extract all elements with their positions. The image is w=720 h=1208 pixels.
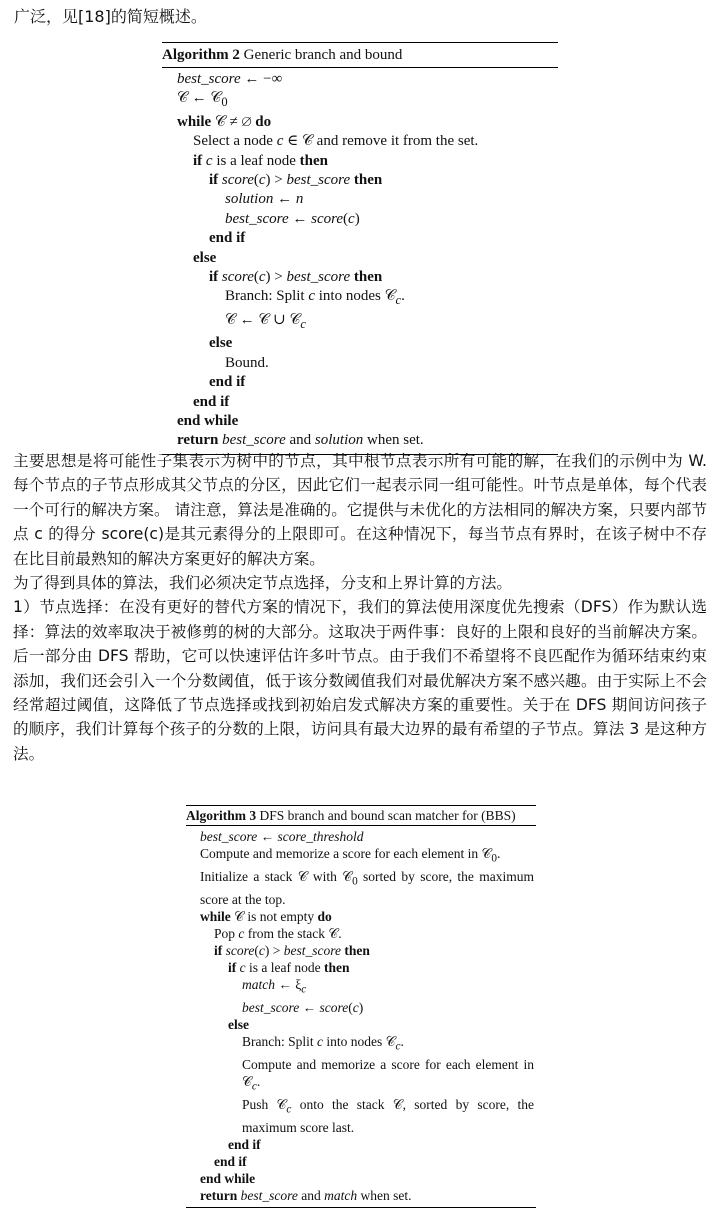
algorithm-3-body [186, 826, 536, 1208]
algorithm-2-line: end if [193, 393, 230, 410]
algorithm-3-line: if c is a leaf node then [228, 960, 350, 976]
algorithm-3-line: Initialize a stack 𝒞 with 𝒞$_0$ sorted by score, the maximum score at the top. [200, 868, 535, 907]
algorithm-2-line: end if [209, 230, 246, 247]
algorithm-2-line: if score(c) > best_score then [209, 269, 383, 286]
algorithm-2-line: if score(c) > best_score then [209, 172, 383, 189]
algorithm-3-box [186, 805, 536, 1208]
algorithm-2-line: Select a node c ∈ 𝒞 and remove it from the set. [193, 133, 479, 150]
algorithm-3-caption [186, 806, 536, 826]
algorithm-3-line: match ← $\xi_c$ [242, 977, 307, 996]
algorithm-2-line: else [209, 335, 233, 352]
algorithm-3-line: Compute and memorize a score for each element in 𝒞$_c$. [242, 1056, 534, 1093]
algorithm-2-line: solution ← n [225, 191, 304, 208]
paragraph-node-selection: 1）节点选择：在没有更好的替代方案的情况下，我们的算法使用深度优先搜索（DFS）作为默认选择：算法的效率取决于被修剪的树的大部分。这取决于两件事：良好的上限和良好的当前解决方案。后一部分由 DFS 帮助，它可以快速评估许多叶节点。由于我们不希望将不良匹配作为循环结束约束添加，我们还会引入一个分数阈值，低于该分数阈值我们对最优解决方案不感兴趣。由于实际上不会经常超过阈值，这降低了节点选择或找到初始启发式解决方案的重要性。关于在 DFS 期间访问孩子的顺序，我们计算每个孩子的分数的上限，访问具有最大边界的最有希望的子节点。算法 3 是这种方法。 [13, 598, 707, 763]
algorithm-2-box [162, 42, 558, 455]
algorithm-3-line: return best_score and match when set. [200, 1187, 412, 1203]
algorithm-2-line: return best_score and solution when set. [177, 432, 424, 449]
algorithm-2-line: while 𝒞 ≠ ∅ do [177, 113, 272, 130]
algorithm-2-number: Algorithm 2 [162, 47, 240, 63]
algorithm-2-line: Bound. [225, 354, 269, 371]
algorithm-3-line: Push 𝒞$_c$ onto the stack 𝒞, sorted by score, the maximum score last. [242, 1096, 535, 1135]
algorithm-3-title: DFS branch and bound scan matcher for (BBS) [259, 808, 516, 823]
algorithm-3-line: end if [228, 1136, 261, 1152]
algorithm-2-line: end while [177, 412, 239, 429]
algorithm-3-line: best_score ← score(c) [242, 999, 364, 1015]
algorithm-2-caption [162, 43, 558, 68]
paragraph-main-idea: 主要思想是将可能性子集表示为树中的节点，其中根节点表示所有可能的解，在我们的示例中为 W. 每个节点的子节点形成其父节点的分区，因此它们一起表示同一组可能性。叶节点是单体，每个代表一个可行的解决方案。 请注意，算法是准确的。它提供与未优化的方法相同的解决方案，只要内部节点 c 的得分 score(c)是其元素得分的上限即可。在这种情况下，每当节点有界时，在该子树中不存在比目前最熟知的解决方案更好的解决方案。 [13, 452, 707, 568]
algorithm-2-line: if c is a leaf node then [193, 152, 328, 169]
algorithm-2-line: best_score ← −∞ [177, 71, 283, 87]
algorithm-2-line: best_score ← score(c) [225, 210, 360, 227]
algorithm-2-line: end if [209, 374, 246, 391]
algorithm-2-line: 𝒞 ← 𝒞 ∪ 𝒞$_c$ [225, 311, 306, 331]
body-text [13, 449, 707, 766]
algorithm-3-line: end if [214, 1153, 247, 1169]
algorithm-3-line: else [228, 1017, 249, 1032]
algorithm-3-line: best_score ← score_threshold [200, 829, 364, 844]
algorithm-2-line: Branch: Split c into nodes 𝒞$_c$. [225, 288, 405, 308]
algorithm-2-line: 𝒞 ← 𝒞$_0$ [177, 90, 228, 110]
algorithm-3-number: Algorithm 3 [186, 808, 257, 823]
algorithm-3-line: Branch: Split c into nodes 𝒞$_c$. [242, 1034, 404, 1053]
algorithm-3-line: end while [200, 1170, 256, 1186]
algorithm-2-body [162, 68, 558, 455]
algorithm-2-line: else [193, 249, 217, 266]
paragraph-concrete-algorithm: 为了得到具体的算法，我们必须决定节点选择，分支和上界计算的方法。 [13, 574, 513, 593]
algorithm-3-line: if score(c) > best_score then [214, 942, 370, 958]
algorithm-2-title: Generic branch and bound [243, 47, 403, 63]
algorithm-3-line: Pop c from the stack 𝒞. [214, 925, 342, 941]
intro-line: 广泛，见[18]的简短概述。 [14, 7, 207, 26]
algorithm-3-line: Compute and memorize a score for each element in 𝒞$_0$. [200, 846, 501, 865]
algorithm-3-line: while 𝒞 is not empty do [200, 908, 332, 924]
